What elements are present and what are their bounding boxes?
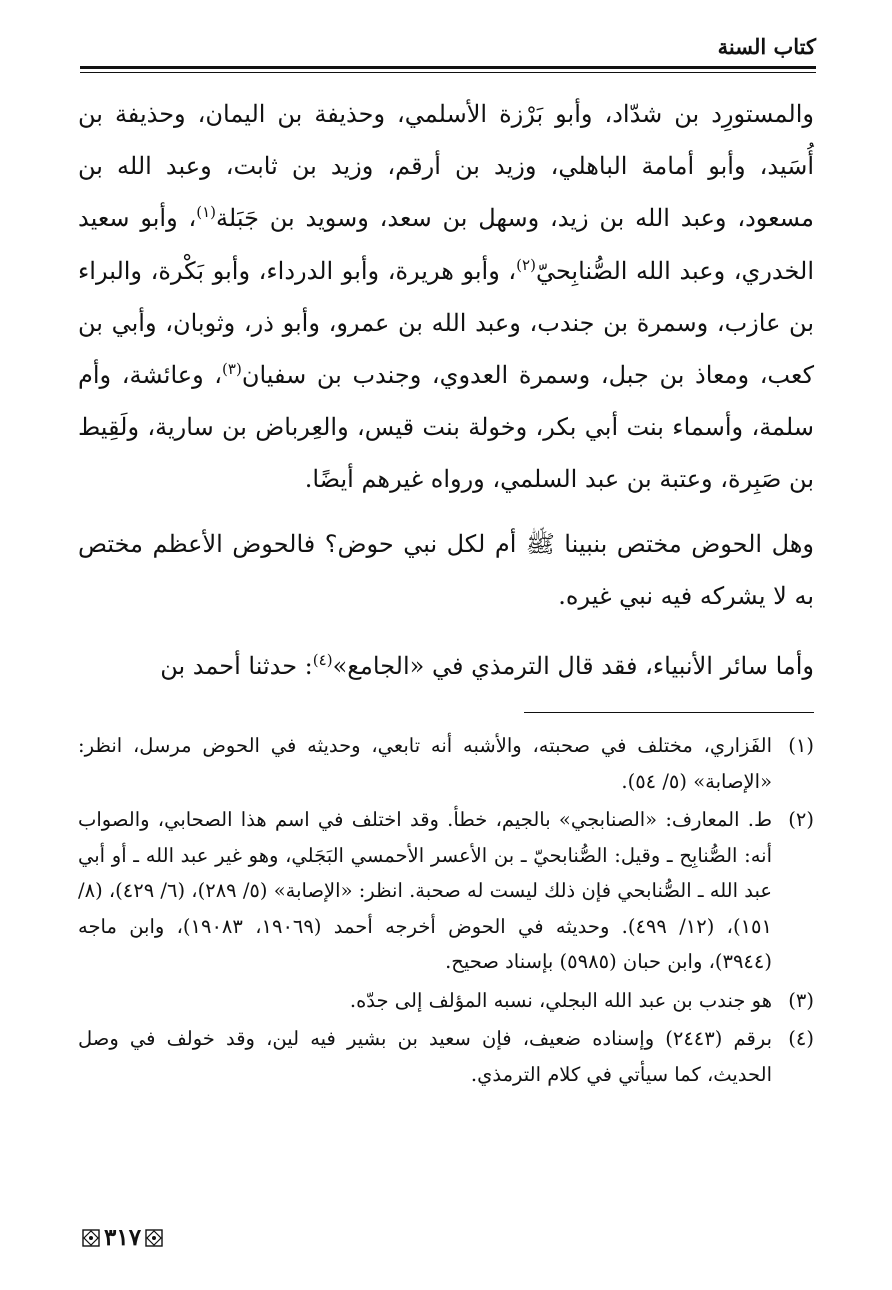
paragraph-text: ، وأبو سعيد الخدري، وعبد الله الصُّنابِحيّ [78,204,814,285]
footnote-text: هو جندب بن عبد الله البجلي، نسبه المؤلف إلى جدّه. [349,988,772,1012]
ornament-square-icon [82,1229,100,1247]
footnote-ref-1[interactable]: (١) [196,203,217,222]
ornament-square-icon [145,1229,163,1247]
footnote-2 [78,802,814,980]
footnote-number: (٣) [788,988,814,1012]
footnote-text: برقم (٢٤٤٣) وإسناده ضعيف، فإن سعيد بن بشير فيه لين، وقد خولف في وصل الحديث، كما سيأتي في كلام الترمذي. [78,1027,772,1086]
footnote-3 [78,983,814,1019]
paragraph-hawd: وهل الحوض مختص بنبينا ﷺ أم لكل نبي حوض؟ فالحوض الأعظم مختص به لا يشركه فيه نبي غيره. [78,529,814,610]
footnote-number: (٢) [788,808,814,831]
paragraph-text: وأما سائر الأنبياء، فقد قال الترمذي في «الجامع» [332,652,814,681]
footnote-ref-4[interactable]: (٤) [312,651,333,670]
running-header [80,30,816,76]
page-number: ٣١٧ [104,1224,142,1251]
footnote-number: (٤) [788,1027,814,1050]
footnote-ref-3[interactable]: (٣) [222,360,242,379]
paragraph-text: ، وعائشة، وأم سلمة، وأسماء بنت أبي بكر، وخولة بنت قيس، والعِرباض بن سارية، ولَقِيط بن صَبِرة، وعتبة بن عبد السلمي، ورواه غيرهم أيضًا. [78,361,814,494]
header-rule-thick [80,66,816,69]
paragraph-text: والمستورِد بن شدّاد، وأبو بَرْزة الأسلمي، وحذيفة بن اليمان، وحذيفة بن أُسَيد، وأبو أمامة الباهلي، وزيد بن أرقم، وزيد بن ثابت، وعبد الله بن مسعود، وعبد الله بن زيد، وسهل بن سعد، وسويد بن جَبَلة [78,100,815,233]
paragraph-companions [78,88,814,506]
paragraph-text: : حدثنا أحمد بن [160,652,313,681]
paragraph-text: ، وأبو هريرة، وأبو الدرداء، وأبو بَكْرة، والبراء بن عازب، وسمرة بن جندب، وعبد الله بن عمرو، وأبو ذر، وثوبان، وأبي بن كعب، ومعاذ بن جبل، وسمرة العدوي، وجندب بن سفيان [78,256,815,390]
header-rule-thin [80,72,816,73]
footnote-1 [78,728,814,799]
footnote-4 [78,1021,814,1092]
footnote-text: ط. المعارف: «الصنابجي» بالجيم، خطأ. وقد اختلف في اسم هذا الصحابي، والصواب أنه: الصُّنابِح ـ وقيل: الصُّنابحيّ ـ بن الأعسر الأحمسي البَجَلي، وهو غير عبد الله ـ أو أبي عبد الله ـ الصُّنابحي فإن ذلك ليست له صحبة. انظر: «الإصابة» (٥/ ٢٨٩)، (٦/ ٤٢٩)، (٨/ ١٥١)، (١٢/ ٤٩٩). وحديثه في الحوض أخرجه أحمد (١٩٠٦٩، ١٩٠٨٣)، وابن ماجه (٣٩٤٤)، وابن حبان (٥٩٨٥) بإسناد صحيح. [78,808,772,973]
paragraph-prophets [78,640,814,692]
footnote-ref-2[interactable]: (٢) [516,255,536,274]
footnote-number: (١) [788,734,814,757]
chapter-title: كتاب السنة [717,34,816,59]
page-number-block [82,1224,163,1251]
footnote-text: الفَزاري، مختلف في صحبته، والأشبه أنه تابعي، وحديثه في الحوض مرسل، انظر: «الإصابة» (٥/ ٥٤). [78,734,772,793]
main-text [78,88,814,692]
footnotes-section [78,728,814,1092]
footnote-separator [524,712,814,713]
